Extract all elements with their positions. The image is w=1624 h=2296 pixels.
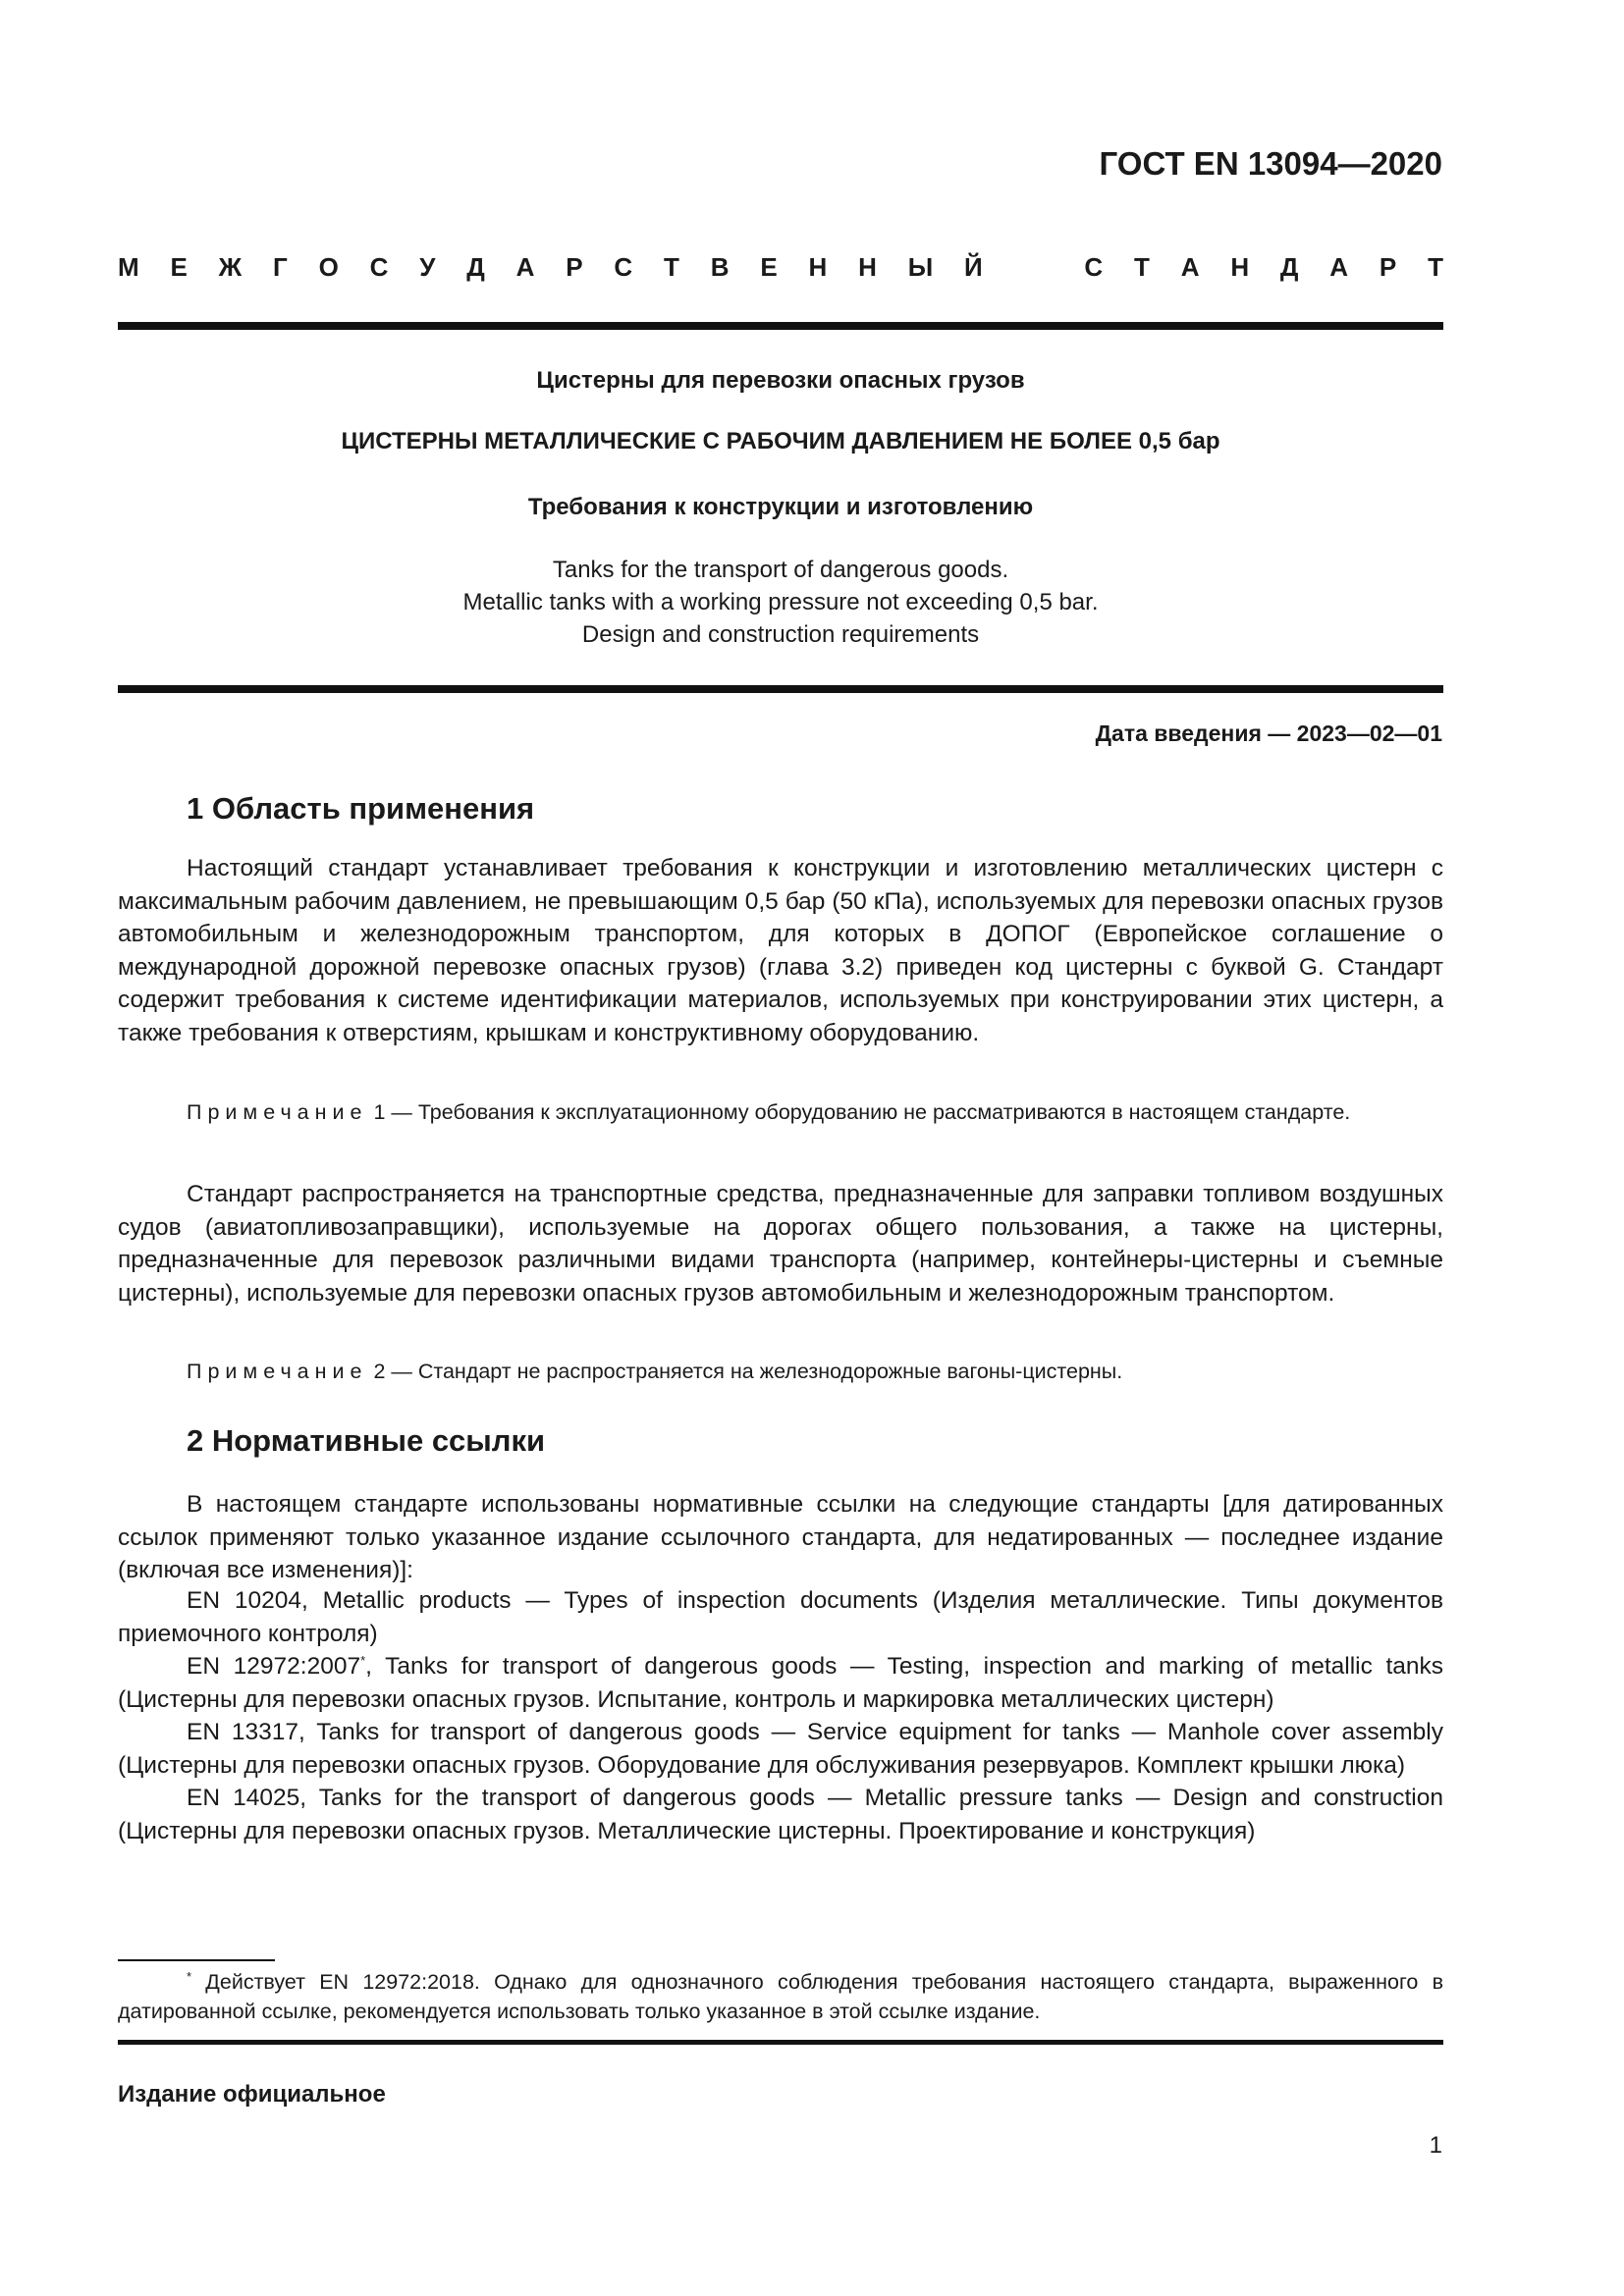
title-en-line: Tanks for the transport of dangerous goods. [552, 557, 1009, 583]
title-bottom-rule [118, 685, 1443, 693]
reference-text: , Tanks for transport of dangerous goods — Testing, inspection and marking of metallic tanks (Цистерны для перевозки опасных грузов. Испытание, контроль и маркировка металлических цистерн) [118, 1653, 1444, 1713]
official-edition-label: Издание официальное [118, 2081, 386, 2108]
heading-word-gap [1014, 252, 1054, 283]
reference-item: EN 14025, Tanks for the transport of dangerous goods — Metallic pressure tanks — Design and construction (Цистерны для перевозки опасных грузов. Металлические цистерны. Проектирование и конструкция) [118, 1785, 1443, 1844]
footer-rule [118, 2040, 1443, 2045]
note-2 [118, 1357, 1443, 1386]
heading-letter: Е [760, 252, 778, 282]
heading-letter: Ж [218, 252, 243, 282]
heading-letter: Д [466, 252, 485, 282]
heading-letter: С [614, 252, 633, 282]
reference-item: EN 13317, Tanks for transport of dangerous goods — Service equipment for tanks — Manhole cover assembly (Цистерны для перевозки опасных грузов. Оборудование для обслуживания резервуаров. Комплект крышки люка) [118, 1719, 1443, 1779]
section-2-title: 2 Нормативные ссылки [187, 1423, 546, 1458]
heading-letter: У [419, 252, 436, 282]
heading-letter: А [1329, 252, 1349, 282]
title-en-line: Design and construction requirements [581, 621, 980, 648]
note-text: 1 — Требования к эксплуатационному оборудованию не рассматриваются в настоящем стандарте. [373, 1100, 1351, 1124]
heading-letter: С [1084, 252, 1104, 282]
footnote [118, 1967, 1443, 2026]
footnote-marker: * [187, 1968, 192, 1984]
heading-letter: Р [566, 252, 583, 282]
title-english [118, 554, 1443, 651]
heading-letter: Ы [907, 252, 934, 282]
heading-letter: Р [1379, 252, 1397, 282]
heading-letter: Т [1428, 252, 1443, 282]
reference-item: EN 10204, Metallic products — Types of inspection documents (Изделия металлические. Типы документов приемочного контроля) [118, 1587, 1443, 1647]
heading-letter: Г [273, 252, 288, 282]
page-number: 1 [1429, 2132, 1442, 2159]
heading-letter: Й [964, 252, 983, 282]
standard-number: ГОСТ EN 13094—2020 [1099, 145, 1442, 182]
footnote-marker: * [360, 1652, 366, 1668]
title-main: ЦИСТЕРНЫ МЕТАЛЛИЧЕСКИЕ С РАБОЧИМ ДАВЛЕНИЕМ НЕ БОЛЕЕ 0,5 бар [341, 428, 1220, 454]
heading-letter: М [118, 252, 139, 282]
heading-letter: Т [1133, 252, 1150, 282]
section-1-title: 1 Область применения [187, 791, 535, 826]
note-label: Примечание [187, 1360, 368, 1383]
footnote-separator [118, 1959, 275, 1961]
title-group: Цистерны для перевозки опасных грузов [536, 367, 1025, 394]
section-1-paragraph: Стандарт распространяется на транспортные средства, предназначенные для заправки топливом воздушных судов (авиатопливозаправщики), используемые на дорогах общего пользования, а также на цистерны, предназначенные для перевозок различными видами транспорта (например, контейнеры-цистерны и съемные цистерны), используемые для перевозки опасных грузов автомобильным и железнодорожным транспортом. [118, 1181, 1443, 1307]
heading-letter: Т [664, 252, 679, 282]
heading-letter: О [318, 252, 339, 282]
heading-letter: Н [858, 252, 877, 282]
note-text: 2 — Стандарт не распространяется на железнодорожные вагоны-цистерны. [373, 1360, 1123, 1383]
heading-letter: Н [808, 252, 828, 282]
title-requirements: Требования к конструкции и изготовлению [527, 494, 1034, 520]
heading-letter: А [1180, 252, 1200, 282]
introduction-date: Дата введения — 2023—02—01 [1095, 721, 1442, 746]
footnote-text: Действует EN 12972:2018. Однако для однозначного соблюдения требования настоящего стандарта, выраженного в датированной ссылке, рекомендуется использовать только указанное в этой ссылке издание. [118, 1970, 1443, 2023]
note-label: Примечание [187, 1100, 368, 1124]
heading-letter: Н [1230, 252, 1250, 282]
heading-letter: В [710, 252, 730, 282]
normative-references-list [118, 1584, 1443, 1847]
reference-item [118, 1650, 1443, 1716]
heading-letter: А [515, 252, 535, 282]
note-1 [118, 1097, 1443, 1127]
top-rule [118, 322, 1443, 330]
interstate-standard-heading [118, 252, 1443, 283]
section-2-intro: В настоящем стандарте использованы нормативные ссылки на следующие стандарты [для датированных ссылок применяют только указанное издание ссылочного стандарта, для недатированных — последнее издание (включая все изменения)]: [118, 1491, 1443, 1583]
heading-letter: С [369, 252, 389, 282]
title-en-line: Metallic tanks with a working pressure not exceeding 0,5 bar. [462, 589, 1099, 615]
heading-letter: Д [1279, 252, 1299, 282]
section-1-paragraph: Настоящий стандарт устанавливает требования к конструкции и изготовлению металлических цистерн с максимальным рабочим давлением, не превышающим 0,5 бар (50 кПа), используемых для перевозки опасных грузов автомобильным и железнодорожным транспортом, для которых в ДОПОГ (Европейское соглашение о международной дорожной перевозке опасных грузов) (глава 3.2) приведен код цистерны с буквой G. Стандарт содержит требования к системе идентификации материалов, используемых при конструировании этих цистерн, а также требования к отверстиям, крышкам и конструктивному оборудованию. [118, 855, 1443, 1046]
heading-letter: Е [170, 252, 188, 282]
reference-code: EN 12972:2007 [187, 1653, 361, 1680]
